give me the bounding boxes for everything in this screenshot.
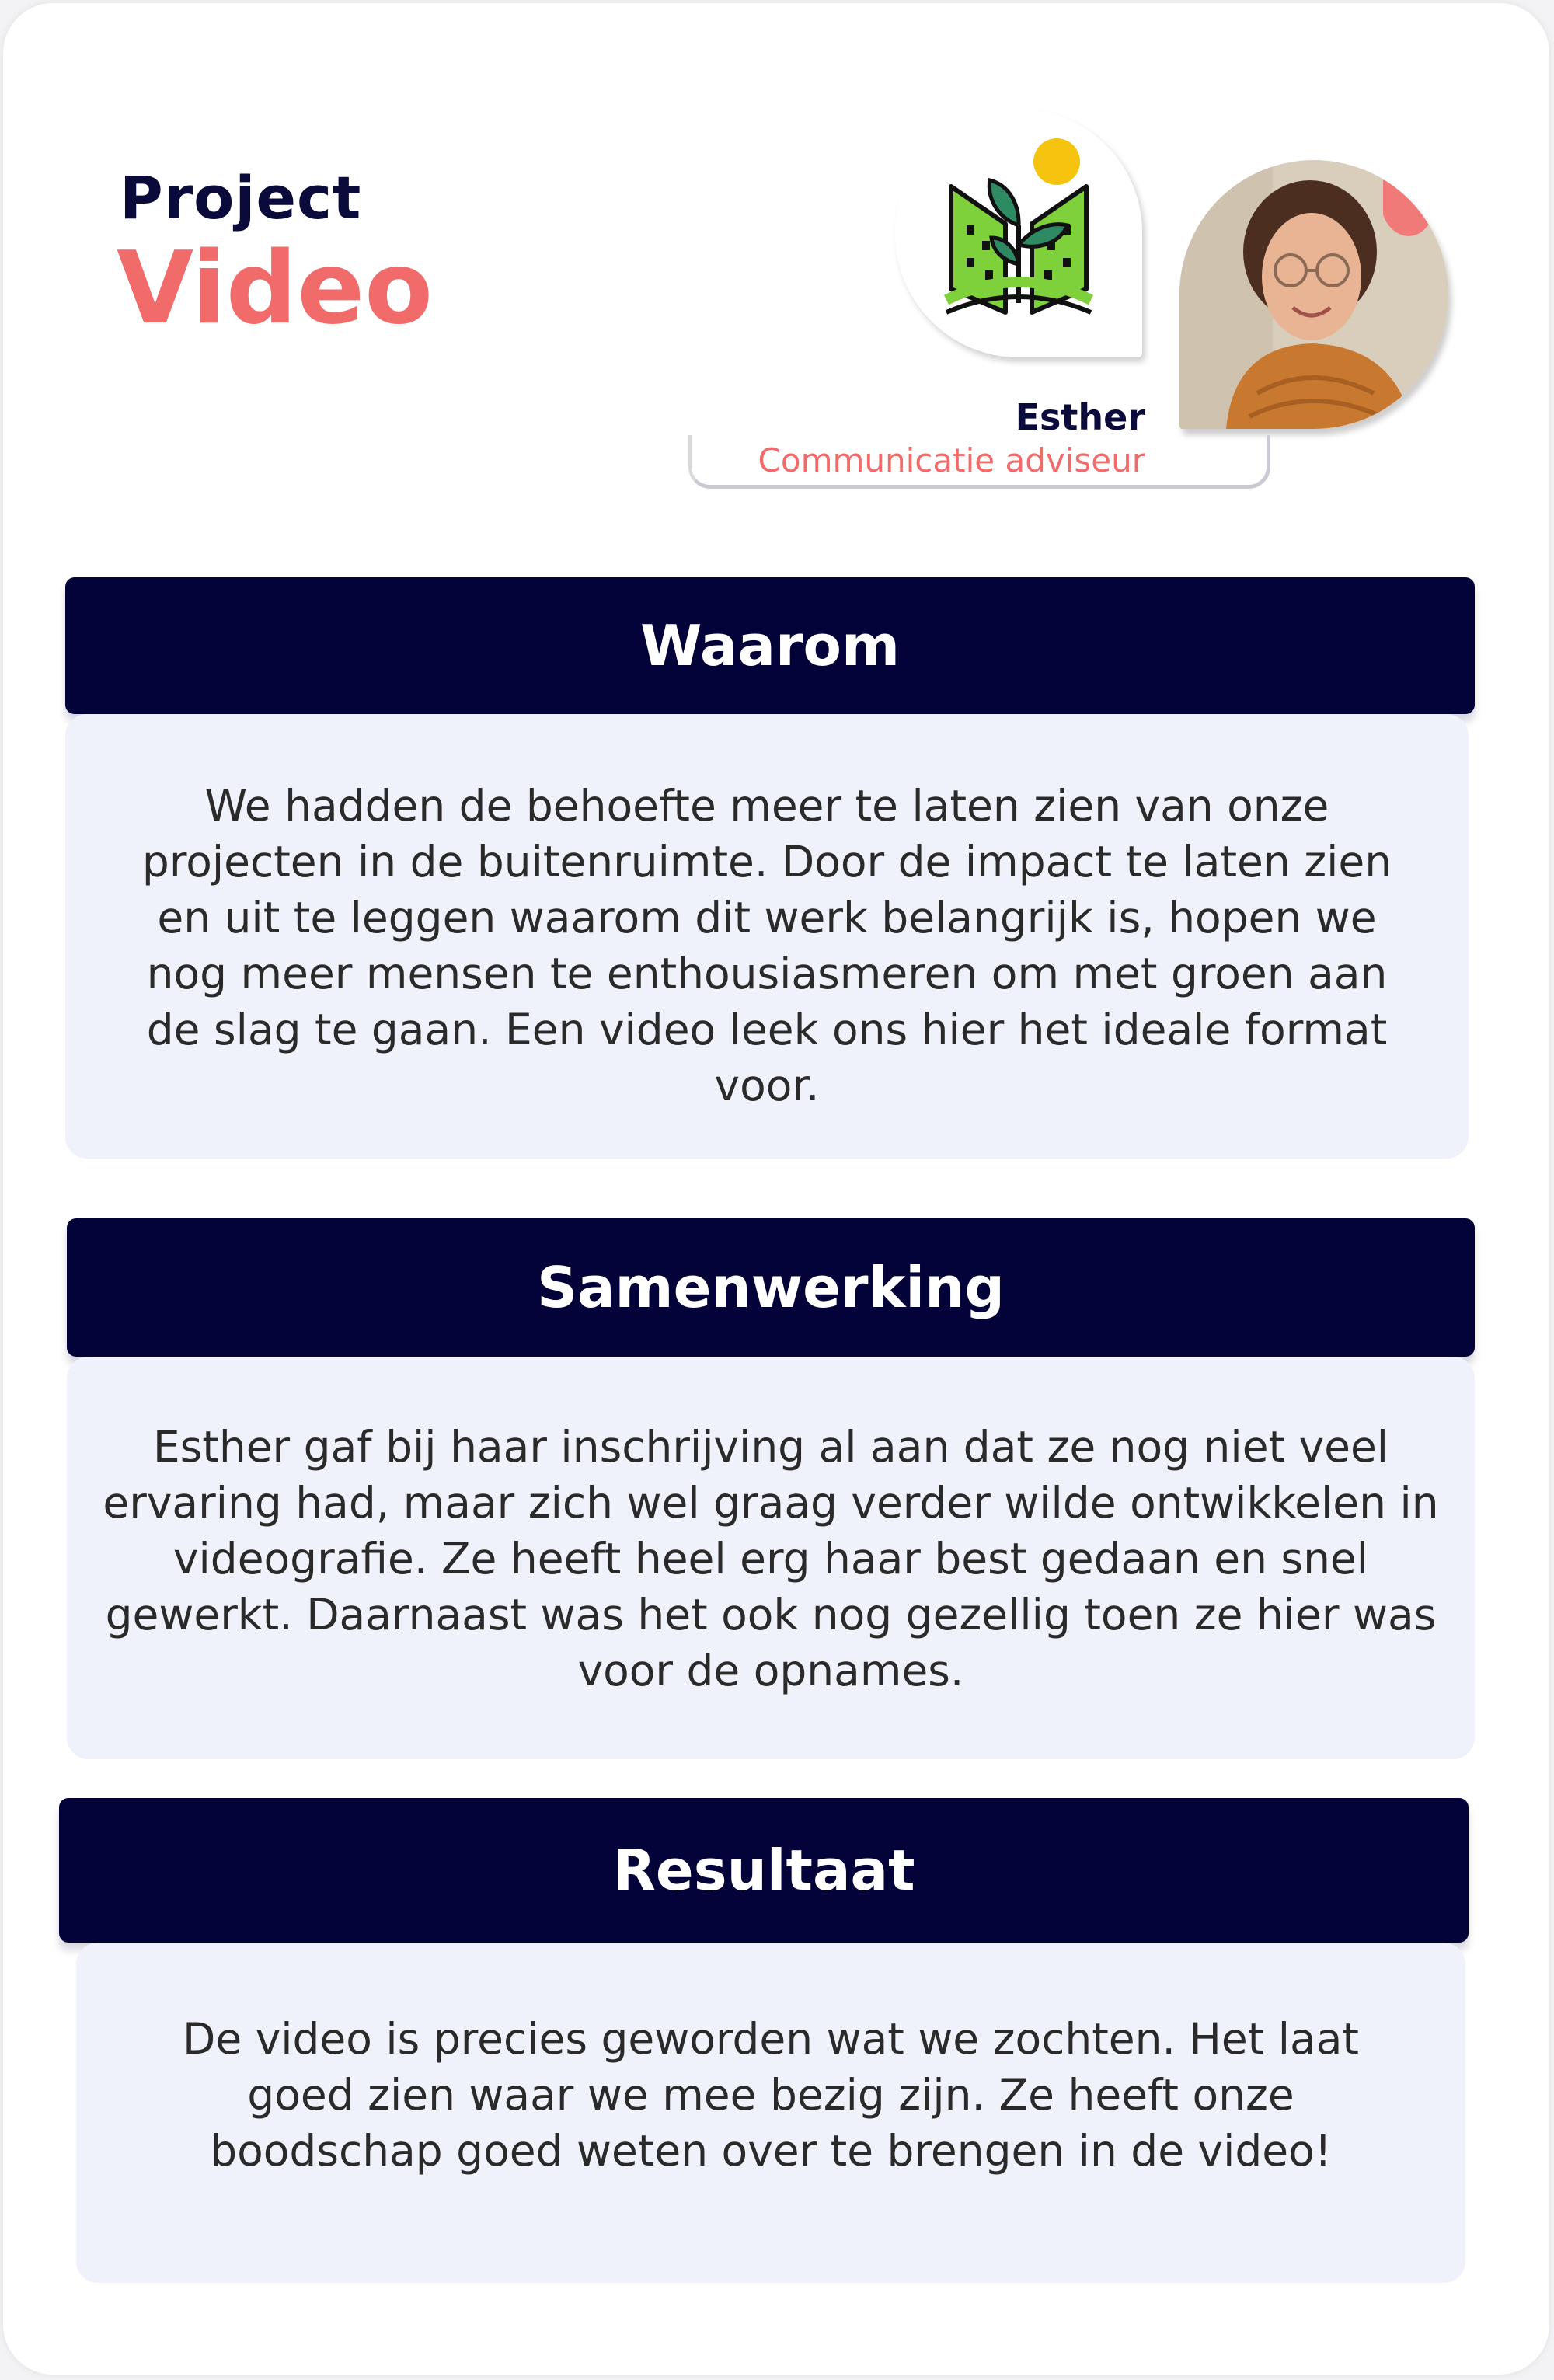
section-text-resultaat: De video is precies geworden wat we zochten. Het laat goed zien waar we mee bezig zijn. Ze heeft onze boodschap goed weten over te brengen in de video! — [183, 2014, 1359, 2176]
section-header-resultaat: Resultaat — [59, 1798, 1469, 1943]
section-header-waarom: Waarom — [65, 577, 1475, 714]
green-plant-book-icon — [895, 109, 1142, 357]
section-text-waarom: We hadden de behoefte meer te laten zien van onze projecten in de buitenruimte. Door de impact te laten zien en uit te leggen waarom dit werk belangrijk is, hopen we nog meer mensen te enthousiasmeren om met groen aan de slag te gaan. Een video leek ons hier het ideale format voor. — [141, 781, 1392, 1110]
section-body-resultaat — [76, 1943, 1465, 2283]
portrait-image — [1179, 160, 1448, 429]
logo-tile — [895, 109, 1142, 357]
person-name: Esther — [1015, 396, 1145, 438]
project-title: Video — [117, 231, 434, 347]
section-text-samenwerking: Esther gaf bij haar inschrijving al aan dat ze nog niet veel ervaring had, maar zich wel graag verder wilde ontwikkelen in videografie. Ze heeft heel erg haar best gedaan en snel gewerkt. Daarnaast was het ook nog gezellig toen ze hier was voor de opnames. — [103, 1422, 1439, 1695]
section-header-samenwerking: Samenwerking — [67, 1218, 1475, 1357]
person-role: Communicatie adviseur — [758, 441, 1145, 479]
project-label: Project — [120, 163, 362, 232]
section-body-samenwerking — [67, 1357, 1475, 1759]
avatar — [1179, 160, 1448, 429]
section-body-waarom — [65, 714, 1469, 1159]
